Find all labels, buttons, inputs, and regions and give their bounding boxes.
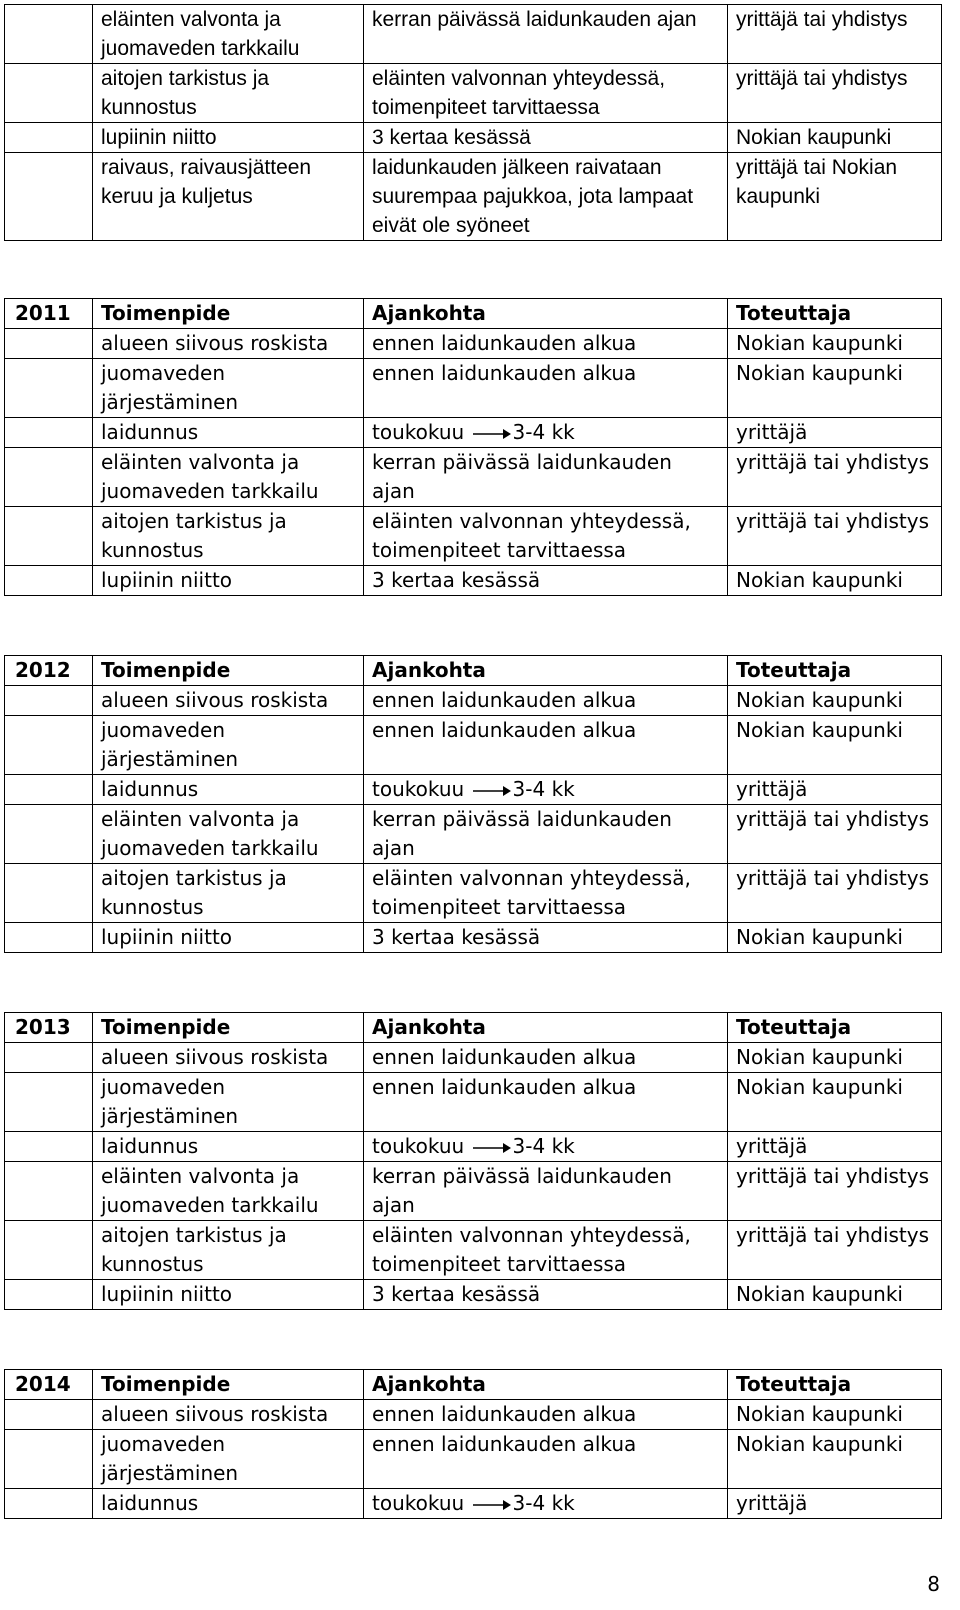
arrow-right-icon bbox=[473, 1499, 511, 1511]
action-cell: lupiinin niitto bbox=[93, 1280, 364, 1310]
action-cell: aitojen tarkistus ja kunnostus bbox=[93, 507, 364, 566]
action-cell: aitojen tarkistus ja kunnostus bbox=[93, 64, 364, 123]
table-row bbox=[5, 1489, 942, 1519]
empty-cell bbox=[5, 686, 93, 716]
executor-cell: Nokian kaupunki bbox=[728, 359, 942, 418]
executor-cell: Nokian kaupunki bbox=[728, 923, 942, 953]
empty-cell bbox=[5, 64, 93, 123]
action-cell: raivaus, raivausjätteen keruu ja kuljetus bbox=[93, 153, 364, 241]
header-action: Toimenpide bbox=[93, 656, 364, 686]
year-cell: 2013 bbox=[5, 1013, 93, 1043]
table-row bbox=[5, 1132, 942, 1162]
action-cell: eläinten valvonta ja juomaveden tarkkailu bbox=[93, 805, 364, 864]
year-table bbox=[4, 1012, 942, 1310]
timing-from: toukokuu bbox=[372, 777, 465, 801]
timing-cell bbox=[364, 1132, 728, 1162]
executor-cell: Nokian kaupunki bbox=[728, 1073, 942, 1132]
empty-cell bbox=[5, 5, 93, 64]
executor-cell: Nokian kaupunki bbox=[728, 716, 942, 775]
timing-to: 3-4 kk bbox=[512, 1134, 575, 1158]
timing-cell: ennen laidunkauden alkua bbox=[364, 1430, 728, 1489]
empty-cell bbox=[5, 1132, 93, 1162]
executor-cell: yrittäjä bbox=[728, 1132, 942, 1162]
executor-cell: yrittäjä bbox=[728, 775, 942, 805]
table-row bbox=[5, 5, 942, 64]
empty-cell bbox=[5, 1073, 93, 1132]
header-row bbox=[5, 299, 942, 329]
timing-from: toukokuu bbox=[372, 1134, 465, 1158]
timing-cell: ennen laidunkauden alkua bbox=[364, 329, 728, 359]
header-row bbox=[5, 1370, 942, 1400]
executor-cell: yrittäjä tai yhdistys bbox=[728, 64, 942, 123]
year-cell: 2011 bbox=[5, 299, 93, 329]
action-cell: laidunnus bbox=[93, 418, 364, 448]
executor-cell: yrittäjä tai yhdistys bbox=[728, 5, 942, 64]
header-row bbox=[5, 656, 942, 686]
executor-cell: yrittäjä tai yhdistys bbox=[728, 1221, 942, 1280]
executor-cell: yrittäjä tai yhdistys bbox=[728, 1162, 942, 1221]
executor-cell: Nokian kaupunki bbox=[728, 1400, 942, 1430]
arrow-right-icon bbox=[473, 1142, 511, 1154]
executor-cell: yrittäjä tai yhdistys bbox=[728, 864, 942, 923]
timing-cell: eläinten valvonnan yhteydessä, toimenpiteet tarvittaessa bbox=[364, 864, 728, 923]
timing-cell: 3 kertaa kesässä bbox=[364, 566, 728, 596]
action-cell: lupiinin niitto bbox=[93, 123, 364, 153]
empty-cell bbox=[5, 448, 93, 507]
timing-to: 3-4 kk bbox=[512, 1491, 575, 1515]
header-action: Toimenpide bbox=[93, 299, 364, 329]
timing-cell: ennen laidunkauden alkua bbox=[364, 716, 728, 775]
table-row bbox=[5, 923, 942, 953]
table-row bbox=[5, 1430, 942, 1489]
action-cell: alueen siivous roskista bbox=[93, 329, 364, 359]
table-row bbox=[5, 1043, 942, 1073]
action-cell: juomaveden järjestäminen bbox=[93, 1073, 364, 1132]
timing-cell: eläinten valvonnan yhteydessä, toimenpiteet tarvittaessa bbox=[364, 507, 728, 566]
timing-cell: ennen laidunkauden alkua bbox=[364, 1073, 728, 1132]
arrow-right-icon bbox=[473, 785, 511, 797]
header-timing: Ajankohta bbox=[364, 299, 728, 329]
table-row bbox=[5, 507, 942, 566]
timing-cell bbox=[364, 418, 728, 448]
timing-cell: kerran päivässä laidunkauden ajan bbox=[364, 448, 728, 507]
timing-cell: kerran päivässä laidunkauden ajan bbox=[364, 5, 728, 64]
executor-cell: yrittäjä bbox=[728, 1489, 942, 1519]
table-row bbox=[5, 359, 942, 418]
year-table bbox=[4, 655, 942, 953]
empty-cell bbox=[5, 1043, 93, 1073]
executor-cell: Nokian kaupunki bbox=[728, 123, 942, 153]
header-action: Toimenpide bbox=[93, 1370, 364, 1400]
timing-cell: 3 kertaa kesässä bbox=[364, 1280, 728, 1310]
table-row bbox=[5, 805, 942, 864]
timing-cell: ennen laidunkauden alkua bbox=[364, 1043, 728, 1073]
timing-cell: 3 kertaa kesässä bbox=[364, 123, 728, 153]
timing-to: 3-4 kk bbox=[512, 777, 575, 801]
year-table bbox=[4, 1369, 942, 1519]
table-row bbox=[5, 1400, 942, 1430]
timing-from: toukokuu bbox=[372, 420, 465, 444]
action-cell: juomaveden järjestäminen bbox=[93, 716, 364, 775]
empty-cell bbox=[5, 923, 93, 953]
empty-cell bbox=[5, 153, 93, 241]
table-row bbox=[5, 716, 942, 775]
timing-cell: eläinten valvonnan yhteydessä, toimenpiteet tarvittaessa bbox=[364, 64, 728, 123]
action-cell: eläinten valvonta ja juomaveden tarkkailu bbox=[93, 1162, 364, 1221]
empty-cell bbox=[5, 329, 93, 359]
table-row bbox=[5, 1221, 942, 1280]
empty-cell bbox=[5, 1162, 93, 1221]
timing-cell: ennen laidunkauden alkua bbox=[364, 359, 728, 418]
table-row bbox=[5, 123, 942, 153]
header-executor: Toteuttaja bbox=[728, 1013, 942, 1043]
table-row bbox=[5, 775, 942, 805]
empty-cell bbox=[5, 716, 93, 775]
empty-cell bbox=[5, 359, 93, 418]
action-cell: aitojen tarkistus ja kunnostus bbox=[93, 1221, 364, 1280]
action-cell: eläinten valvonta ja juomaveden tarkkailu bbox=[93, 5, 364, 64]
empty-cell bbox=[5, 566, 93, 596]
timing-cell: 3 kertaa kesässä bbox=[364, 923, 728, 953]
continuation-table bbox=[4, 4, 942, 241]
table-row bbox=[5, 418, 942, 448]
executor-cell: yrittäjä tai yhdistys bbox=[728, 805, 942, 864]
year-cell: 2012 bbox=[5, 656, 93, 686]
empty-cell bbox=[5, 123, 93, 153]
empty-cell bbox=[5, 1400, 93, 1430]
header-action: Toimenpide bbox=[93, 1013, 364, 1043]
timing-cell: ennen laidunkauden alkua bbox=[364, 1400, 728, 1430]
timing-cell: kerran päivässä laidunkauden ajan bbox=[364, 1162, 728, 1221]
timing-from: toukokuu bbox=[372, 1491, 465, 1515]
action-cell: laidunnus bbox=[93, 1132, 364, 1162]
table-row bbox=[5, 686, 942, 716]
header-executor: Toteuttaja bbox=[728, 656, 942, 686]
empty-cell bbox=[5, 775, 93, 805]
table-row bbox=[5, 448, 942, 507]
header-timing: Ajankohta bbox=[364, 656, 728, 686]
page-number: 8 bbox=[927, 1572, 940, 1596]
empty-cell bbox=[5, 1430, 93, 1489]
header-executor: Toteuttaja bbox=[728, 299, 942, 329]
executor-cell: yrittäjä tai yhdistys bbox=[728, 507, 942, 566]
header-timing: Ajankohta bbox=[364, 1370, 728, 1400]
table-row bbox=[5, 64, 942, 123]
timing-to: 3-4 kk bbox=[512, 420, 575, 444]
table-row bbox=[5, 1280, 942, 1310]
empty-cell bbox=[5, 1221, 93, 1280]
action-cell: lupiinin niitto bbox=[93, 923, 364, 953]
timing-cell bbox=[364, 1489, 728, 1519]
empty-cell bbox=[5, 1280, 93, 1310]
table-row bbox=[5, 1073, 942, 1132]
executor-cell: Nokian kaupunki bbox=[728, 329, 942, 359]
empty-cell bbox=[5, 864, 93, 923]
executor-cell: yrittäjä tai yhdistys bbox=[728, 448, 942, 507]
timing-cell: laidunkauden jälkeen raivataan suurempaa pajukkoa, jota lampaat eivät ole syöneet bbox=[364, 153, 728, 241]
table-row bbox=[5, 1162, 942, 1221]
executor-cell: Nokian kaupunki bbox=[728, 1430, 942, 1489]
executor-cell: Nokian kaupunki bbox=[728, 1280, 942, 1310]
timing-cell: ennen laidunkauden alkua bbox=[364, 686, 728, 716]
executor-cell: Nokian kaupunki bbox=[728, 686, 942, 716]
action-cell: alueen siivous roskista bbox=[93, 1043, 364, 1073]
action-cell: laidunnus bbox=[93, 1489, 364, 1519]
action-cell: alueen siivous roskista bbox=[93, 1400, 364, 1430]
timing-cell bbox=[364, 775, 728, 805]
action-cell: juomaveden järjestäminen bbox=[93, 359, 364, 418]
executor-cell: yrittäjä tai Nokian kaupunki bbox=[728, 153, 942, 241]
action-cell: alueen siivous roskista bbox=[93, 686, 364, 716]
timing-cell: eläinten valvonnan yhteydessä, toimenpiteet tarvittaessa bbox=[364, 1221, 728, 1280]
action-cell: aitojen tarkistus ja kunnostus bbox=[93, 864, 364, 923]
executor-cell: Nokian kaupunki bbox=[728, 1043, 942, 1073]
executor-cell: yrittäjä bbox=[728, 418, 942, 448]
empty-cell bbox=[5, 418, 93, 448]
table-row bbox=[5, 864, 942, 923]
year-table bbox=[4, 298, 942, 596]
action-cell: eläinten valvonta ja juomaveden tarkkailu bbox=[93, 448, 364, 507]
empty-cell bbox=[5, 805, 93, 864]
header-row bbox=[5, 1013, 942, 1043]
year-cell: 2014 bbox=[5, 1370, 93, 1400]
table-row bbox=[5, 153, 942, 241]
header-timing: Ajankohta bbox=[364, 1013, 728, 1043]
table-row bbox=[5, 566, 942, 596]
empty-cell bbox=[5, 507, 93, 566]
action-cell: laidunnus bbox=[93, 775, 364, 805]
action-cell: lupiinin niitto bbox=[93, 566, 364, 596]
empty-cell bbox=[5, 1489, 93, 1519]
executor-cell: Nokian kaupunki bbox=[728, 566, 942, 596]
timing-cell: kerran päivässä laidunkauden ajan bbox=[364, 805, 728, 864]
action-cell: juomaveden järjestäminen bbox=[93, 1430, 364, 1489]
arrow-right-icon bbox=[473, 428, 511, 440]
header-executor: Toteuttaja bbox=[728, 1370, 942, 1400]
table-row bbox=[5, 329, 942, 359]
